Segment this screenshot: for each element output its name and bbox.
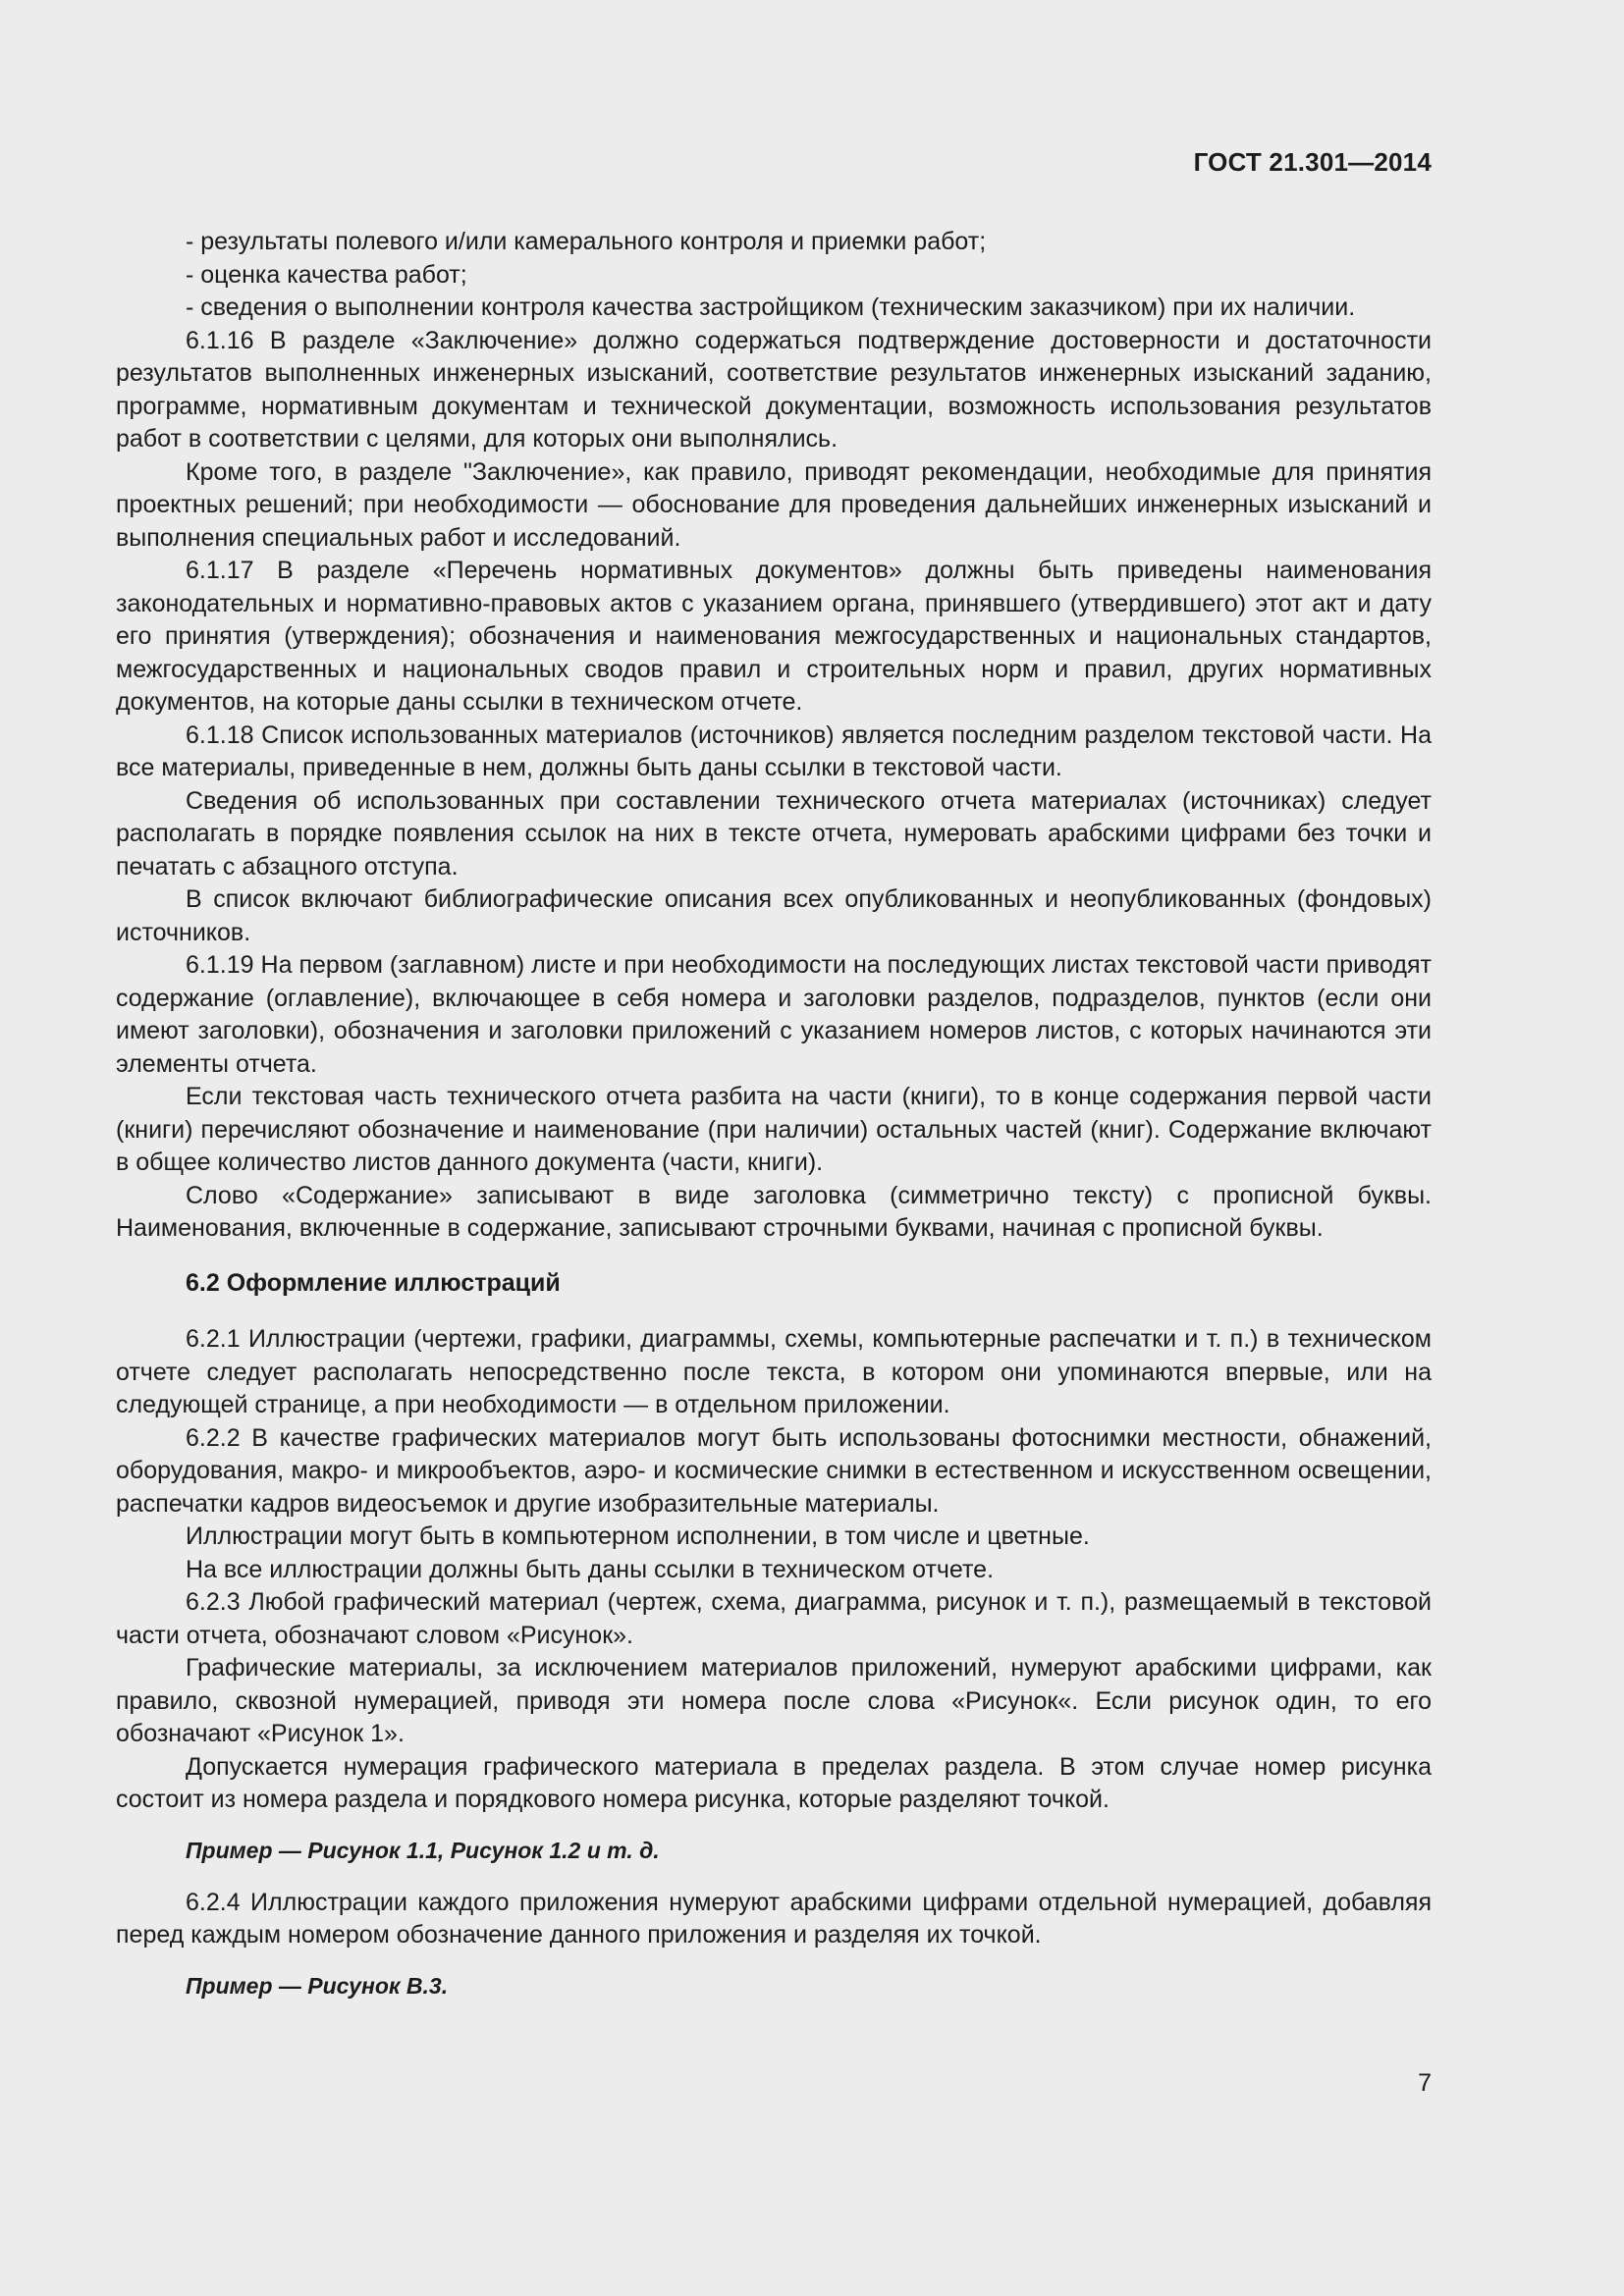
paragraph: Допускается нумерация графического материала в пределах раздела. В этом случае номер рисунка состоит из номера раздела и порядкового номера рисунка, которые разделяют точкой. <box>116 1752 1432 1813</box>
paragraph: 6.2.2 В качестве графических материалов могут быть использованы фотоснимки местности, обнажений, оборудования, макро- и микрообъектов, аэро- и космические снимки в естественном и искусственном освещении, распечатки кадров видеосъемок и другие изобразительные материалы. <box>116 1423 1432 1518</box>
paragraph: Графические материалы, за исключением материалов приложений, нумеруют арабскими цифрами, как правило, сквозной нумерацией, приводя эти номера после слова «Рисунок«. Если рисунок один, то его обозначают «Рисунок 1». <box>116 1654 1432 1747</box>
paragraph: 6.1.19 На первом (заглавном) листе и при необходимости на последующих листах текстовой части приводят содержание (оглавление), включающее в себя номера и заголовки разделов, подразделов, пунктов (если они имеют заголовки), обозначения и заголовки приложений с указанием номеров листов, с которых начинаются эти элементы отчета. <box>116 951 1432 1078</box>
paragraph: Если текстовая часть технического отчета разбита на части (книги), то в конце содержания первой части (книги) перечисляют обозначение и наименование (при наличии) остальных частей (книг). Содержание включают в общее количество листов данного документа (части, книги). <box>116 1083 1432 1176</box>
paragraph: 6.1.17 В разделе «Перечень нормативных документов» должны быть приведены наименования законодательных и нормативно-правовых актов с указанием органа, принявшего (утвердившего) этот акт и дату его принятия (утверждения); обозначения и наименования межгосударственных и национальных стандартов, межгосударственных и национальных сводов правил и строительных норм и правил, других нормативных документов, на которые даны ссылки в техническом отчете. <box>116 557 1432 716</box>
paragraph: На все иллюстрации должны быть даны ссылки в техническом отчете. <box>186 1555 995 1583</box>
document-page <box>116 0 1432 2296</box>
example-note: Пример — Рисунок В.3. <box>186 1972 449 1999</box>
section-heading: 6.2 Оформление иллюстраций <box>186 1268 561 1297</box>
paragraph: 6.1.18 Список использованных материалов (источников) является последним разделом текстовой части. На все материалы, приведенные в нем, должны быть даны ссылки в текстовой части. <box>116 721 1432 781</box>
document-code-header: ГОСТ 21.301—2014 <box>1193 147 1432 177</box>
list-item: - сведения о выполнении контроля качества застройщиком (техническим заказчиком) при их наличии. <box>186 294 1356 321</box>
paragraph: 6.2.1 Иллюстрации (чертежи, графики, диаграммы, схемы, компьютерные распечатки и т. п.) в техническом отчете следует располагать непосредственно после текста, в котором они упоминаются впервые, или на следующей странице, а при необходимости — в отдельном приложении. <box>116 1325 1432 1418</box>
paragraph: Иллюстрации могут быть в компьютерном исполнении, в том числе и цветные. <box>186 1522 1090 1550</box>
paragraph: В список включают библиографические описания всех опубликованных и неопубликованных (фондовых) источников. <box>116 885 1432 946</box>
example-note: Пример — Рисунок 1.1, Рисунок 1.2 и т. д. <box>186 1837 660 1863</box>
paragraph: Слово «Содержание» записывают в виде заголовка (симметрично тексту) с прописной буквы. Наименования, включенные в содержание, записывают строчными буквами, начиная с прописной буквы. <box>116 1181 1432 1242</box>
list-item: - результаты полевого и/или камерального контроля и приемки работ; <box>186 228 987 255</box>
paragraph: 6.1.16 В разделе «Заключение» должно содержаться подтверждение достоверности и достаточности результатов выполненных инженерных изысканий, соответствие результатов инженерных изысканий заданию, программе, нормативным документам и технической документации, возможность использования результатов работ в соответствии с целями, для которых они выполнялись. <box>116 326 1432 453</box>
paragraph: 6.2.3 Любой графический материал (чертеж, схема, диаграмма, рисунок и т. п.), размещаемый в текстовой части отчета, обозначают словом «Рисунок». <box>116 1588 1432 1649</box>
page-number: 7 <box>1418 2069 1432 2097</box>
paragraph: Кроме того, в разделе "Заключение», как правило, приводят рекомендации, необходимые для принятия проектных решений; при необходимости — обоснование для проведения дальнейших инженерных изысканий и выполнения специальных работ и исследований. <box>116 457 1432 552</box>
paragraph: Сведения об использованных при составлении технического отчета материалах (источниках) следует располагать в порядке появления ссылок на них в тексте отчета, нумеровать арабскими цифрами без точки и печатать с абзацного отступа. <box>116 786 1432 881</box>
paragraph: 6.2.4 Иллюстрации каждого приложения нумеруют арабскими цифрами отдельной нумерацией, добавляя перед каждым номером обозначение данного приложения и разделяя их точкой. <box>116 1888 1432 1949</box>
document-body <box>116 226 1432 2022</box>
list-item: - оценка качества работ; <box>186 260 467 289</box>
